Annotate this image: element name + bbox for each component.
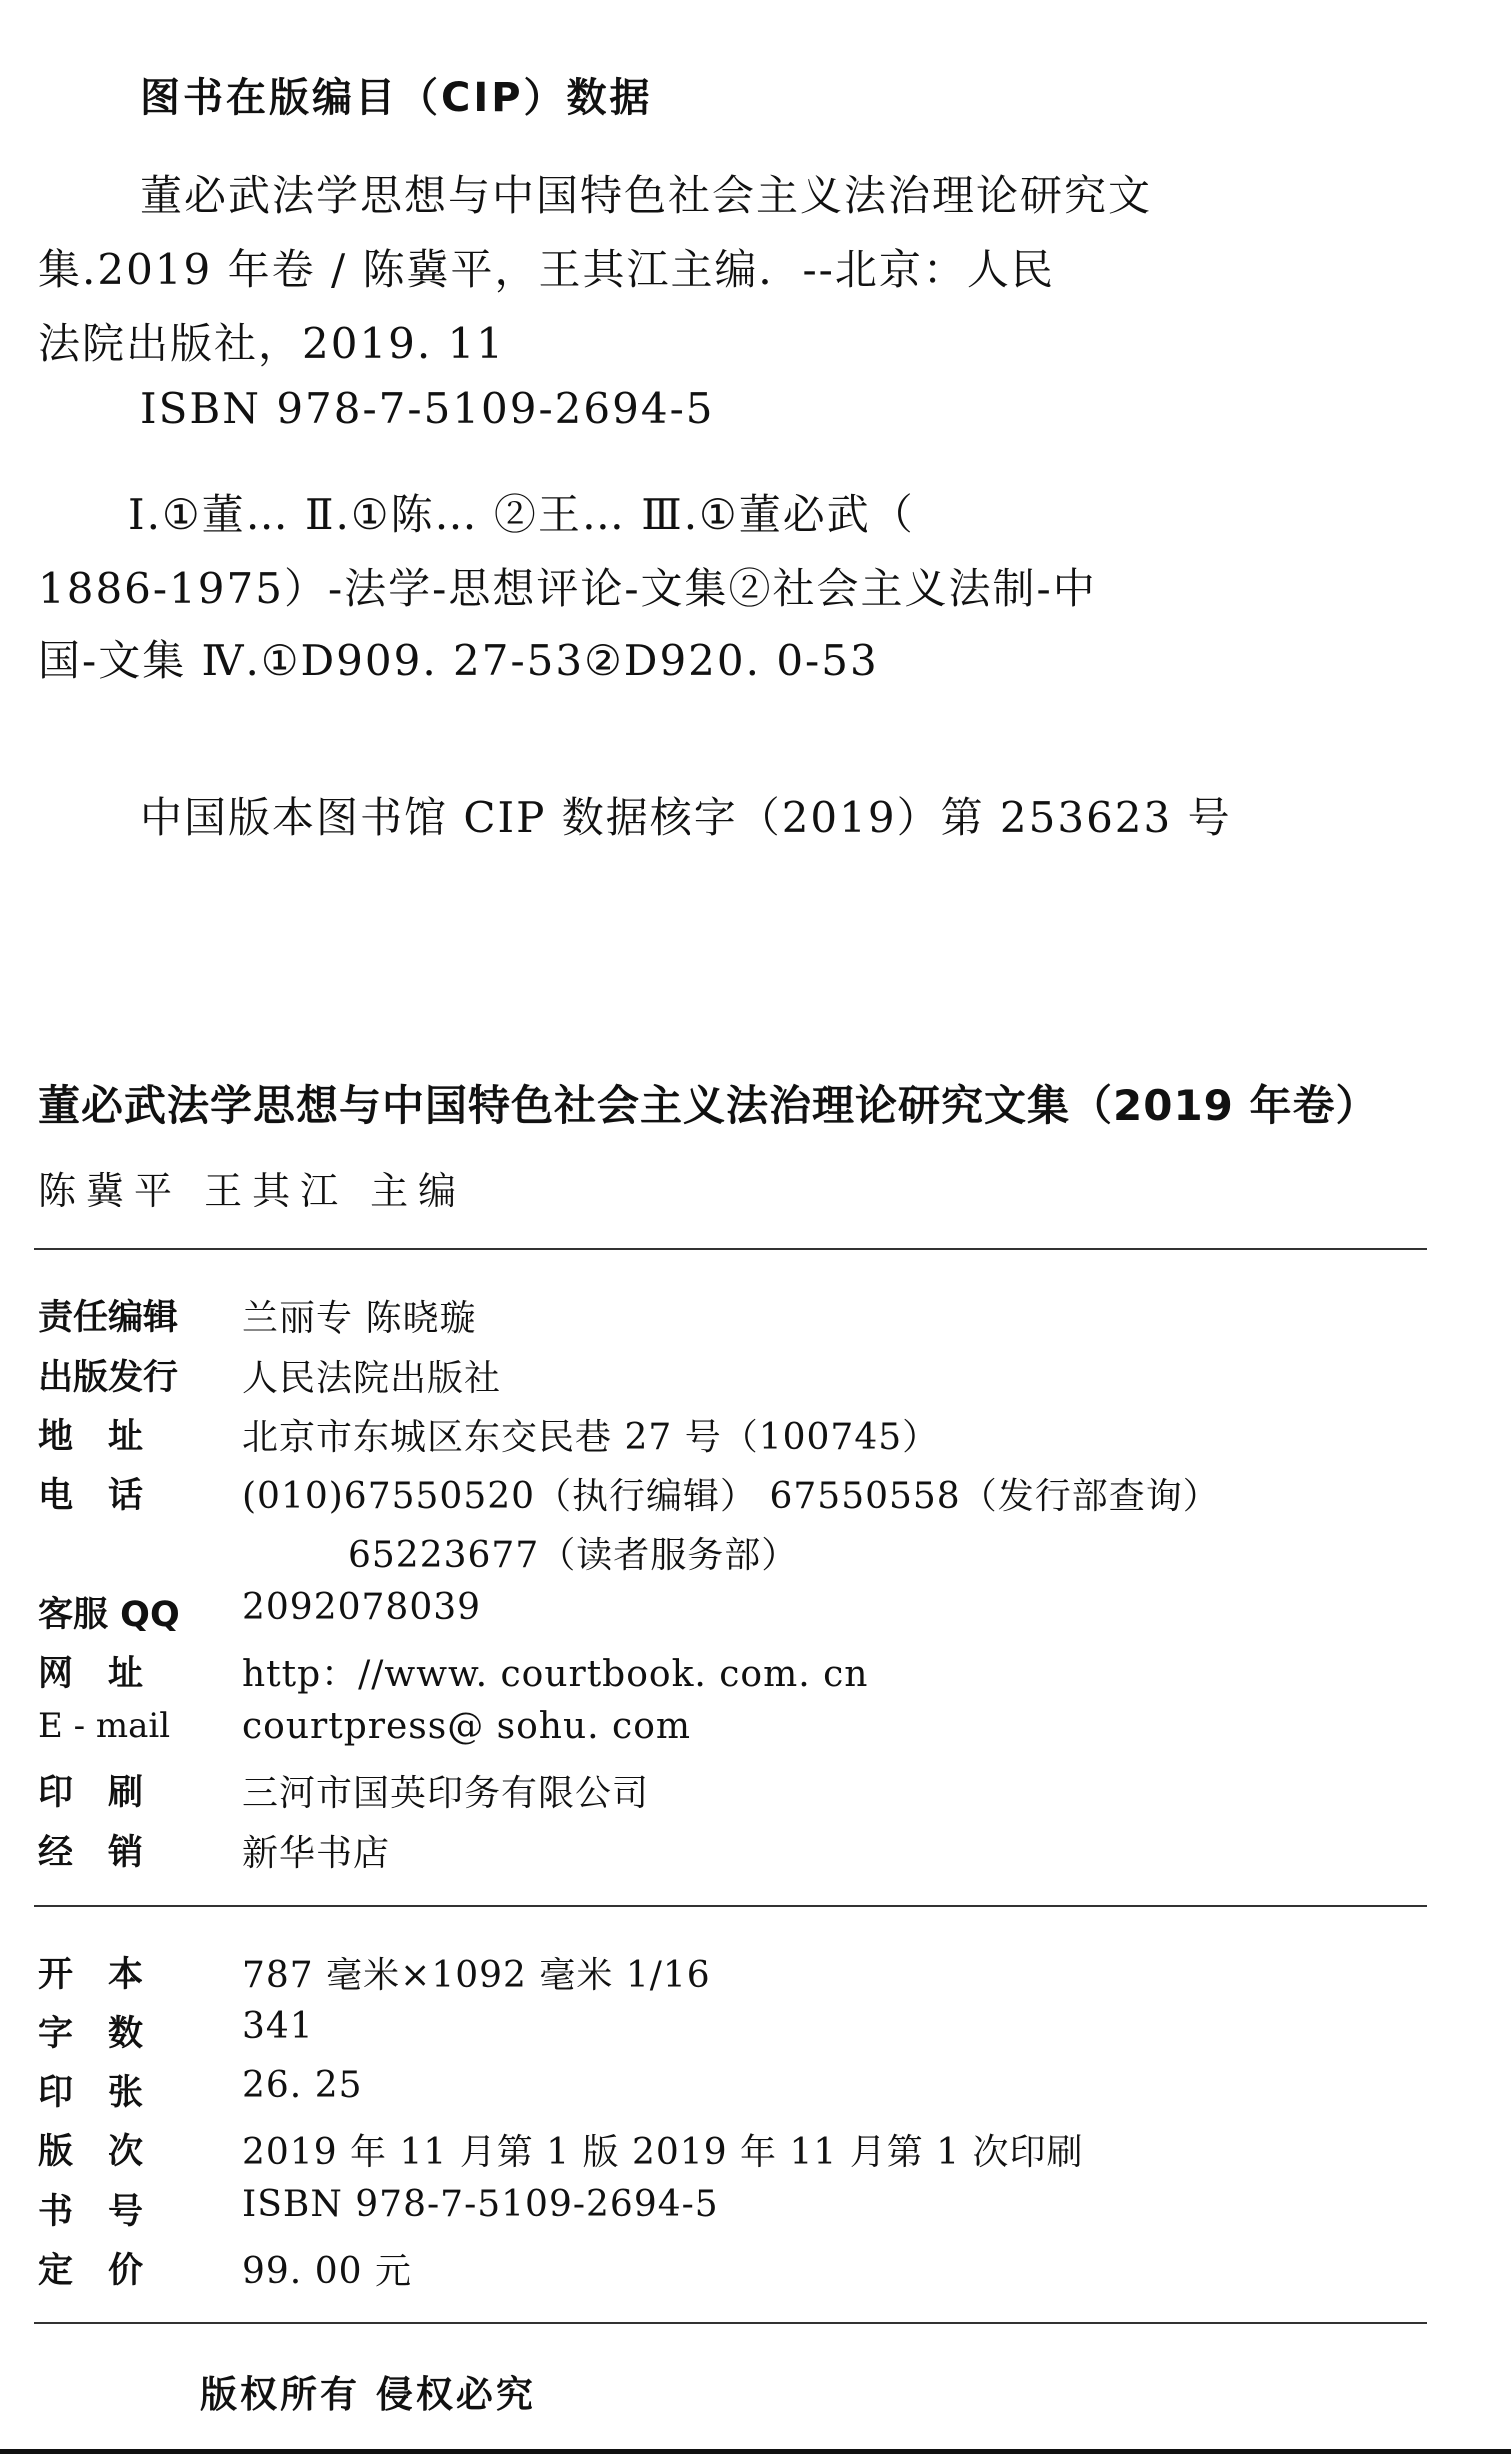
value-website: http：//www. courtbook. com. cn bbox=[242, 1654, 869, 1695]
value-sheets: 26. 25 bbox=[242, 2065, 363, 2106]
value-phone-extra: 65223677（读者服务部） bbox=[348, 1535, 799, 1576]
value-publisher: 人民法院出版社 bbox=[242, 1358, 502, 1399]
cip-subject-line-1: Ⅰ.①董… Ⅱ.①陈… ②王… Ⅲ.①董必武（ bbox=[128, 490, 915, 539]
book-title: 董必武法学思想与中国特色社会主义法治理论研究文集（2019 年卷） bbox=[38, 1081, 1379, 1130]
cip-title-line-1: 董必武法学思想与中国特色社会主义法治理论研究文 bbox=[140, 171, 1153, 220]
label-distributor: 经 销 bbox=[38, 1833, 144, 1873]
label-publisher: 出版发行 bbox=[38, 1358, 179, 1398]
label-edition: 版 次 bbox=[38, 2132, 144, 2172]
divider-middle bbox=[34, 1905, 1427, 1907]
value-printer: 三河市国英印务有限公司 bbox=[242, 1773, 650, 1814]
book-editors: 陈冀平 王其江 主编 bbox=[38, 1169, 467, 1213]
value-address: 北京市东城区东交民巷 27 号（100745） bbox=[242, 1417, 940, 1458]
label-printer: 印 刷 bbox=[38, 1773, 144, 1813]
label-editor: 责任编辑 bbox=[38, 1298, 179, 1338]
label-price: 定 价 bbox=[38, 2251, 144, 2291]
page-bottom-border bbox=[0, 2449, 1511, 2454]
cip-title-line-2: 集.2019 年卷 / 陈冀平，王其江主编．--北京：人民 bbox=[38, 245, 1055, 294]
value-format: 787 毫米×1092 毫米 1/16 bbox=[242, 1955, 711, 1996]
label-address: 地 址 bbox=[38, 1417, 144, 1457]
value-edition: 2019 年 11 月第 1 版 2019 年 11 月第 1 次印刷 bbox=[242, 2132, 1084, 2173]
divider-top bbox=[34, 1248, 1427, 1250]
label-word-count: 字 数 bbox=[38, 2014, 144, 2054]
value-service-qq: 2092078039 bbox=[242, 1587, 482, 1628]
cip-subject-line-3: 国-文集 Ⅳ.①D909. 27-53②D920. 0-53 bbox=[38, 636, 879, 685]
label-format: 开 本 bbox=[38, 1955, 144, 1995]
cip-heading: 图书在版编目（CIP）数据 bbox=[140, 75, 653, 121]
label-phone: 电 话 bbox=[38, 1476, 144, 1516]
divider-bottom bbox=[34, 2322, 1427, 2324]
cip-record-number: 中国版本图书馆 CIP 数据核字（2019）第 253623 号 bbox=[140, 793, 1232, 842]
label-book-number: 书 号 bbox=[38, 2192, 144, 2232]
value-editor: 兰丽专 陈晓璇 bbox=[242, 1298, 477, 1339]
cip-isbn-line: ISBN 978-7-5109-2694-5 bbox=[140, 384, 715, 433]
label-website: 网 址 bbox=[38, 1654, 144, 1694]
value-book-number: ISBN 978-7-5109-2694-5 bbox=[242, 2184, 719, 2225]
label-sheets: 印 张 bbox=[38, 2073, 144, 2113]
label-service-qq: 客服 QQ bbox=[38, 1595, 180, 1635]
value-phone: (010)67550520（执行编辑） 67550558（发行部查询） bbox=[242, 1476, 1220, 1517]
value-distributor: 新华书店 bbox=[242, 1833, 391, 1874]
label-email: E - mail bbox=[38, 1706, 171, 1746]
value-price: 99. 00 元 bbox=[242, 2251, 412, 2292]
cip-title-line-3: 法院出版社，2019. 11 bbox=[38, 319, 506, 368]
value-word-count: 341 bbox=[242, 2006, 314, 2047]
copyright-notice: 版权所有 侵权必究 bbox=[200, 2373, 536, 2416]
value-email: courtpress@ sohu. com bbox=[242, 1706, 692, 1747]
cip-subject-line-2: 1886-1975）-法学-思想评论-文集②社会主义法制-中 bbox=[38, 564, 1097, 613]
